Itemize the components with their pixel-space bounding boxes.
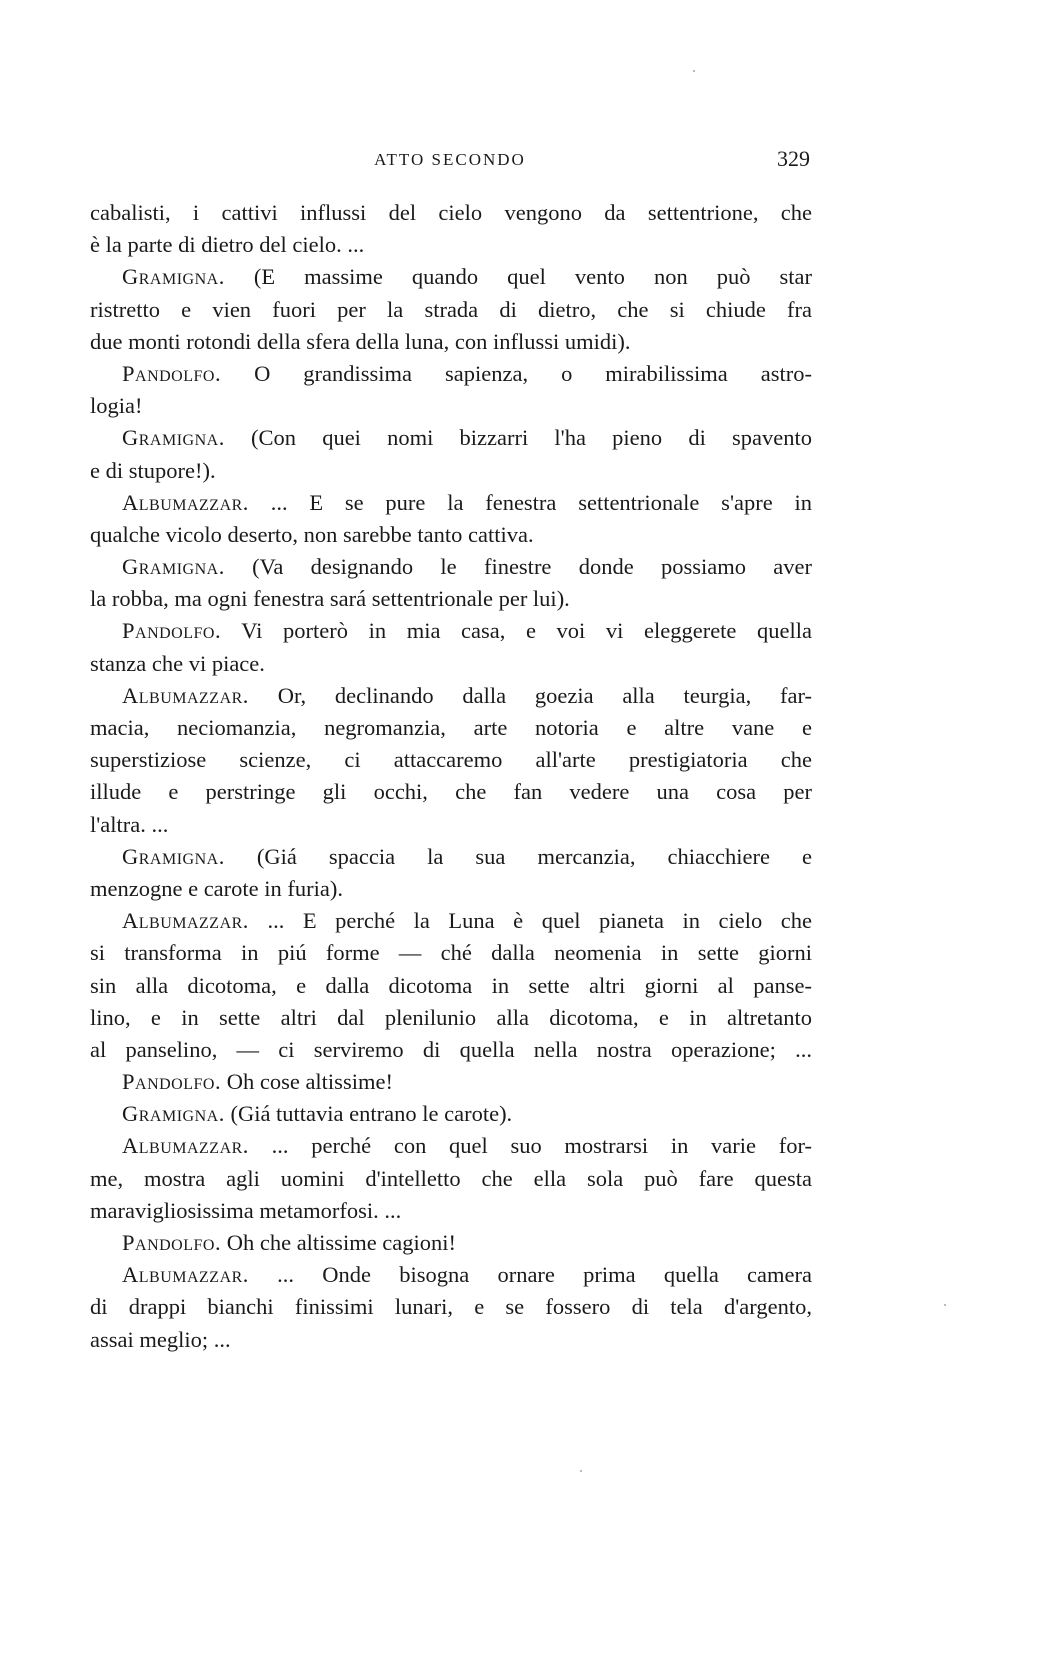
running-head [90,146,810,180]
speaker-name: Gramigna. [122,264,225,290]
line-text: (Con quei nomi bizzarri l'ha pieno di spavento [224,425,812,451]
text-line [90,1163,812,1195]
line-text: ... perché con quel suo mostrarsi in varie for- [248,1133,812,1159]
line-text: macia, neciomanzia, negromanzia, arte notoria e altre vane e [90,715,812,740]
text-line [90,390,812,422]
line-text: logia! [90,393,143,419]
text-line [90,1130,812,1162]
line-text: (E massime quando quel vento non può star [224,264,812,290]
text-line [90,358,812,390]
line-text: ... Onde bisogna ornare prima quella camera [248,1262,812,1288]
line-text: illude e perstringe gli occhi, che fan vedere una cosa per [90,779,812,805]
text-line [90,551,812,583]
text-line [90,261,812,293]
speaker-name: Gramigna. [122,425,225,451]
text-line [90,712,812,744]
line-text: si transforma in piú forme — ché dalla neomenia in sette giorni [90,940,812,966]
text-line [90,1195,812,1227]
line-text: assai meglio; ... [90,1326,231,1352]
speaker-name: Gramigna. [122,843,225,869]
line-text: Oh che altissime cagioni! [221,1230,457,1255]
text-line [90,583,812,615]
line-text: al panselino, — ci serviremo di quella nella nostra operazione; ... [90,1036,812,1062]
text-line [90,294,812,326]
text-line [90,1259,812,1291]
speaker-name: Pandolfo. [122,1230,222,1255]
line-text: lino, e in sette altri dal plenilunio alla dicotoma, e in altretanto [90,1004,812,1030]
text-line [90,455,812,487]
speaker-name: Gramigna. [122,1101,225,1127]
running-title: ATTO SECONDO [374,150,526,169]
text-line [90,680,812,712]
line-text: è la parte di dietro del cielo. ... [90,232,365,258]
line-text: me, mostra agli uomini d'intelletto che ella sola può fare questa [90,1165,812,1191]
text-line [90,744,812,776]
line-text: (Va designando le finestre donde possiamo aver [224,554,812,580]
text-line [90,1034,812,1066]
line-text: di drappi bianchi finissimi lunari, e se fossero di tela d'argento, [90,1294,812,1320]
line-text: stanza che vi piace. [90,650,265,676]
line-text: ... E se pure la fenestra settentrionale s'apre in [248,489,812,515]
line-text: (Giá spaccia la sua mercanzia, chiacchiere e [224,843,812,869]
text-line [90,487,812,519]
page-number: 329 [777,146,810,171]
scan-speck [944,1304,946,1306]
line-text: Oh cose altissime! [221,1069,393,1095]
text-line [90,1291,812,1323]
text-line [90,422,812,454]
body-text [90,197,812,1356]
line-text: (Giá tuttavia entrano le carote). [224,1101,513,1127]
speaker-name: Pandolfo. [122,1069,222,1095]
line-text: l'altra. ... [90,811,169,837]
line-text: ristretto e vien fuori per la strada di dietro, che si chiude fra [90,296,812,322]
speaker-name: Albumazzar. [122,1133,249,1159]
line-text: ... E perché la Luna è quel pianeta in cielo che [248,908,812,934]
text-line [90,1098,812,1130]
text-line [90,873,812,905]
line-text: la robba, ma ogni fenestra sará settentrionale per lui). [90,586,570,612]
text-line [90,776,812,808]
text-line [90,197,812,229]
line-text: O grandissima sapienza, o mirabilissima astro- [221,360,812,386]
line-text: cabalisti, i cattivi influssi del cielo vengono da settentrione, che [90,200,812,225]
text-line [90,326,812,358]
speaker-name: Albumazzar. [122,1262,249,1288]
text-line [90,809,812,841]
text-line [90,1002,812,1034]
scan-speck [693,70,695,72]
line-text: superstiziose scienze, ci attaccaremo all'arte prestigiatoria che [90,747,812,773]
line-text: e di stupore!). [90,457,216,483]
speaker-name: Gramigna. [122,554,225,580]
text-line [90,648,812,680]
text-line [90,1066,812,1098]
text-line [90,937,812,969]
speaker-name: Albumazzar. [122,682,249,708]
speaker-name: Pandolfo. [122,360,222,386]
text-line [90,1227,812,1259]
text-line [90,970,812,1002]
scan-speck [580,1470,582,1472]
text-line [90,905,812,937]
speaker-name: Pandolfo. [122,618,222,644]
text-line [90,229,812,261]
line-text: sin alla dicotoma, e dalla dicotoma in sette altri giorni al panse- [90,972,812,998]
line-text: due monti rotondi della sfera della luna, con influssi umidi). [90,328,631,354]
text-line [90,1324,812,1356]
speaker-name: Albumazzar. [122,908,249,934]
text-line [90,615,812,647]
text-line [90,841,812,873]
line-text: Vi porterò in mia casa, e voi vi eleggerete quella [221,618,812,644]
text-line [90,519,812,551]
line-text: qualche vicolo deserto, non sarebbe tanto cattiva. [90,521,534,547]
line-text: menzogne e carote in furia). [90,875,343,901]
line-text: maravigliosissima metamorfosi. ... [90,1197,402,1223]
speaker-name: Albumazzar. [122,489,249,515]
line-text: Or, declinando dalla goezia alla teurgia, far- [248,682,812,708]
